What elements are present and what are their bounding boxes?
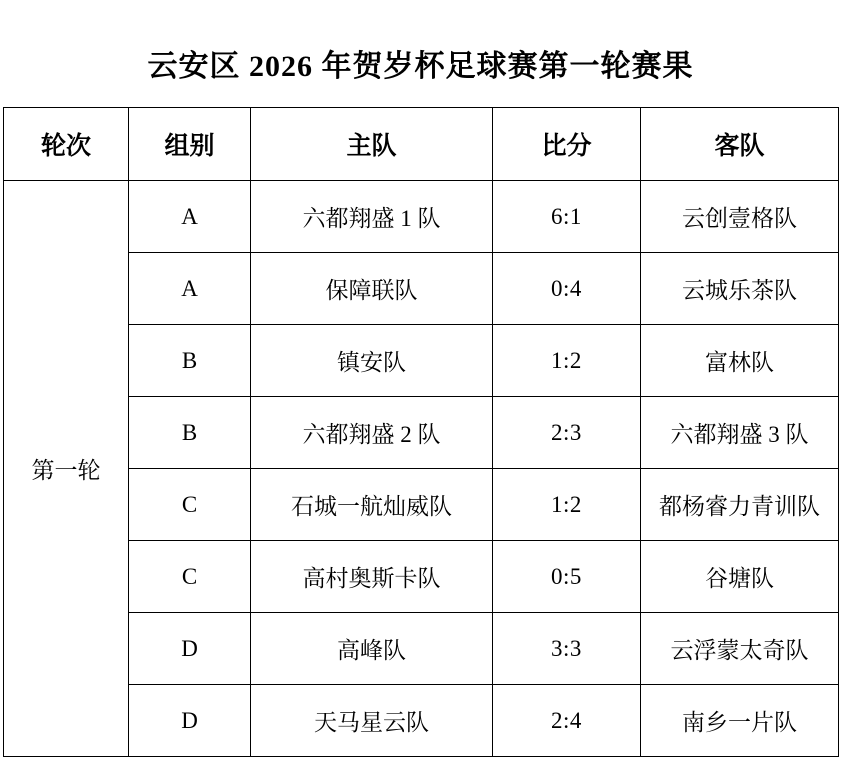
table-row (4, 469, 839, 541)
match-results-table (3, 107, 839, 757)
home-team-cell: 保障联队 (251, 253, 493, 325)
group-cell: A (129, 181, 251, 253)
score-cell: 0:5 (493, 541, 641, 613)
table-header (4, 108, 839, 181)
table-row (4, 253, 839, 325)
column-header-away-team: 客队 (641, 108, 839, 181)
group-cell: B (129, 397, 251, 469)
away-team-cell: 六都翔盛 3 队 (641, 397, 839, 469)
home-team-cell: 六都翔盛 1 队 (251, 181, 493, 253)
column-header-round: 轮次 (4, 108, 129, 181)
home-team-cell: 高峰队 (251, 613, 493, 685)
group-cell: C (129, 541, 251, 613)
table-body (4, 181, 839, 757)
table-row (4, 541, 839, 613)
score-cell: 3:3 (493, 613, 641, 685)
column-header-group: 组别 (129, 108, 251, 181)
away-team-cell: 谷塘队 (641, 541, 839, 613)
away-team-cell: 南乡一片队 (641, 685, 839, 757)
score-cell: 6:1 (493, 181, 641, 253)
home-team-cell: 镇安队 (251, 325, 493, 397)
group-cell: B (129, 325, 251, 397)
away-team-cell: 云城乐茶队 (641, 253, 839, 325)
home-team-cell: 天马星云队 (251, 685, 493, 757)
table-row (4, 397, 839, 469)
away-team-cell: 富林队 (641, 325, 839, 397)
home-team-cell: 高村奥斯卡队 (251, 541, 493, 613)
page-title: 云安区 2026 年贺岁杯足球赛第一轮赛果 (147, 50, 694, 83)
away-team-cell: 云创壹格队 (641, 181, 839, 253)
table-row (4, 325, 839, 397)
score-cell: 1:2 (493, 469, 641, 541)
table-row (4, 613, 839, 685)
table-row (4, 181, 839, 253)
score-cell: 0:4 (493, 253, 641, 325)
round-cell: 第一轮 (4, 181, 129, 757)
table-row (4, 685, 839, 757)
score-cell: 1:2 (493, 325, 641, 397)
home-team-cell: 石城一航灿威队 (251, 469, 493, 541)
group-cell: A (129, 253, 251, 325)
column-header-score: 比分 (493, 108, 641, 181)
home-team-cell: 六都翔盛 2 队 (251, 397, 493, 469)
group-cell: D (129, 613, 251, 685)
results-table-container (0, 107, 841, 757)
away-team-cell: 云浮蒙太奇队 (641, 613, 839, 685)
away-team-cell: 都杨睿力青训队 (641, 469, 839, 541)
group-cell: C (129, 469, 251, 541)
column-header-home-team: 主队 (251, 108, 493, 181)
table-header-row (4, 108, 839, 181)
score-cell: 2:3 (493, 397, 641, 469)
score-cell: 2:4 (493, 685, 641, 757)
group-cell: D (129, 685, 251, 757)
